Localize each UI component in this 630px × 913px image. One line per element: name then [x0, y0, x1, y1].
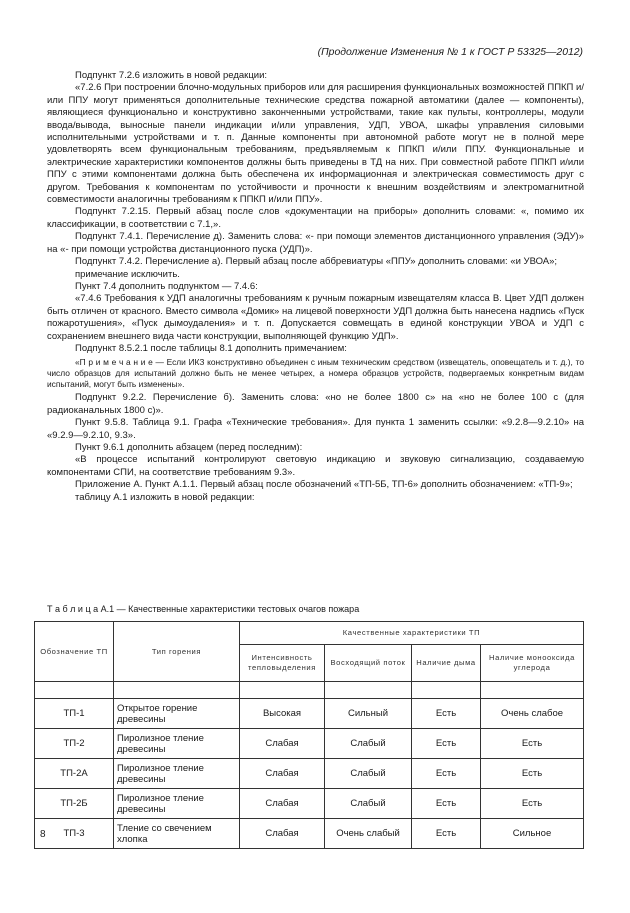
table-cell: ТП-2Б	[35, 789, 114, 819]
body-paragraph: Подпункт 7.2.15. Первый абзац после слов «документации на приборы» дополнить словами: «, помимо их классификации, в соответствии с 7.1,».	[47, 206, 584, 230]
page-number: 8	[40, 829, 46, 840]
header-characteristics-group: Качественные характеристики ТП	[240, 622, 584, 645]
body-paragraph: Подпункт 7.2.6 изложить в новой редакции:	[75, 70, 268, 81]
table-cell: Высокая	[240, 699, 325, 729]
table-cell: Открытое горение древесины	[114, 699, 240, 729]
body-paragraph: примечание исключить.	[75, 268, 180, 280]
body-paragraph: «7.2.6 При построении блочно-модульных приборов или для расширения функциональных возможностей ППКП и/или ППУ могут применяться дополнительные технические средства пожарной автоматики (далее — компоненты), являющиеся функционально и конструктивно законченными устройствами, такие как пульты, контроллеры, модули ввода/вывода, выносные панели индикации и/или управления, УДП, УВОА, шкафы управления силовыми исполнительными устройствами и т. п. Данные компоненты при автономной работе могут не в полной мере удовлетворять всем функциональным требованиям, предъявляемым к ППКП и/или ППУ. Функциональные и электрические характеристики компонентов должны быть приведены в ТД на них. При совместной работе ППКП и/или ППУ с этими компонентами должна быть обеспечена их информационная и электрическая совместимость друг с другом. Требования к компонентам по устойчивости и прочности к внешним воздействиям и электромагнитной совместимости аналогичны требованиям к ППКП и/или ППУ».	[47, 82, 584, 206]
header-heat-release: Интенсивность тепловыделения	[240, 645, 325, 682]
body-paragraph: Пункт 9.5.8. Таблица 9.1. Графа «Технические требования». Для пункта 1 заменить ссылки: «9.2.8—9.2.10» на «9.2.9—9.2.10, 9.3».	[47, 417, 584, 441]
header-carbon-monoxide: Наличие монооксида углерода	[481, 645, 584, 682]
document-body	[47, 70, 584, 504]
body-paragraph: Подпункт 7.4.2. Перечисление а). Первый абзац после аббревиатуры «ППУ» дополнить словами: «и УВОА»;	[75, 256, 558, 268]
table-cell: Есть	[481, 729, 584, 759]
table-cell: Слабая	[240, 729, 325, 759]
table-row	[35, 789, 584, 819]
body-paragraph: Подпункт 7.4.1. Перечисление д). Заменить слова: «- при помощи элементов дистанционного управления (ЭДУ)» на «- при помощи устройства дистанционного пуска (УДП)».	[47, 231, 584, 255]
table-row	[35, 759, 584, 789]
table-cell: Пиролизное тление древесины	[114, 789, 240, 819]
table-cell: Слабая	[240, 759, 325, 789]
table-cell: Слабая	[240, 819, 325, 849]
table-cell: Слабый	[325, 789, 412, 819]
table-cell: Пиролизное тление древесины	[114, 729, 240, 759]
table-row	[35, 699, 584, 729]
table-cell: Очень слабое	[481, 699, 584, 729]
body-paragraph: «7.4.6 Требования к УДП аналогичны требованиям к ручным пожарным извещателям класса В. Цвет УДП должен быть отличен от красного. Вместо символа «Домик» на лицевой поверхности УДП должна быть нанесена надпись «Пуск пожаротушения», «Пуск дымоудаления» и т. п. Допускается совмещать в единой конструкции УВОА и УДП с сохранением внешнего вида части конструкции, выполняющей функцию УДП».	[47, 293, 584, 342]
table-cell: Есть	[412, 699, 481, 729]
running-header: (Продолжение Изменения № 1 к ГОСТ Р 53325—2012)	[317, 47, 583, 58]
fire-characteristics-table	[34, 621, 584, 849]
header-fire-type: Тип горения	[114, 622, 240, 682]
table-cell: Пиролизное тление древесины	[114, 759, 240, 789]
body-paragraph: таблицу А.1 изложить в новой редакции:	[75, 491, 255, 503]
table-cell: Есть	[412, 729, 481, 759]
table-spacer-row	[35, 682, 584, 699]
table-cell: ТП-1	[35, 699, 114, 729]
table-cell: ТП-2А	[35, 759, 114, 789]
header-designation: Обозначение ТП	[35, 622, 114, 682]
table-cell: Тление со свечением хлопка	[114, 819, 240, 849]
body-paragraph: Пункт 7.4 дополнить подпунктом — 7.4.6:	[75, 280, 258, 292]
table-cell: Слабый	[325, 729, 412, 759]
body-paragraph: Подпункт 8.5.2.1 после таблицы 8.1 дополнить примечанием:	[75, 342, 347, 354]
body-paragraph: Пункт 9.6.1 дополнить абзацем (перед последним):	[75, 441, 303, 453]
table-cell: Есть	[481, 759, 584, 789]
table-cell: Слабый	[325, 759, 412, 789]
table-cell: Есть	[412, 789, 481, 819]
body-paragraph: Подпункт 9.2.2. Перечисление б). Заменить слова: «но не более 1800 с» на «но не более 100 с (для радиоканальных 1800 с)».	[47, 392, 584, 416]
table-cell: ТП-3	[35, 819, 114, 849]
table-cell: Есть	[412, 819, 481, 849]
table-cell: Очень слабый	[325, 819, 412, 849]
table-cell: Сильный	[325, 699, 412, 729]
note-paragraph: «П р и м е ч а н и е — Если ИКЗ конструктивно объединен с иным техническим средством (извещатель, оповещатель и т. д.), то число образцов для испытаний должно быть не менее четырех, а номера образцов устройств, подвергаемых конкретным видам испытаний, могут быть изменены».	[47, 357, 584, 390]
table-cell: Есть	[481, 789, 584, 819]
body-paragraph: «В процессе испытаний контролируют световую индикацию и звуковую сигнализацию, создаваемую компонентами СПИ, на соответствие требованиям 9.3».	[47, 454, 584, 478]
table-cell: Сильное	[481, 819, 584, 849]
table-row	[35, 729, 584, 759]
header-smoke: Наличие дыма	[412, 645, 481, 682]
body-paragraph: Приложение А. Пункт А.1.1. Первый абзац после обозначений «ТП-5Б, ТП-6» дополнить обозначением: «ТП-9»;	[75, 479, 573, 491]
table-row	[35, 819, 584, 849]
table-caption: Т а б л и ц а А.1 — Качественные характеристики тестовых очагов пожара	[47, 604, 360, 614]
header-updraft: Восходящий поток	[325, 645, 412, 682]
table-cell: ТП-2	[35, 729, 114, 759]
table-cell: Слабая	[240, 789, 325, 819]
table-cell: Есть	[412, 759, 481, 789]
